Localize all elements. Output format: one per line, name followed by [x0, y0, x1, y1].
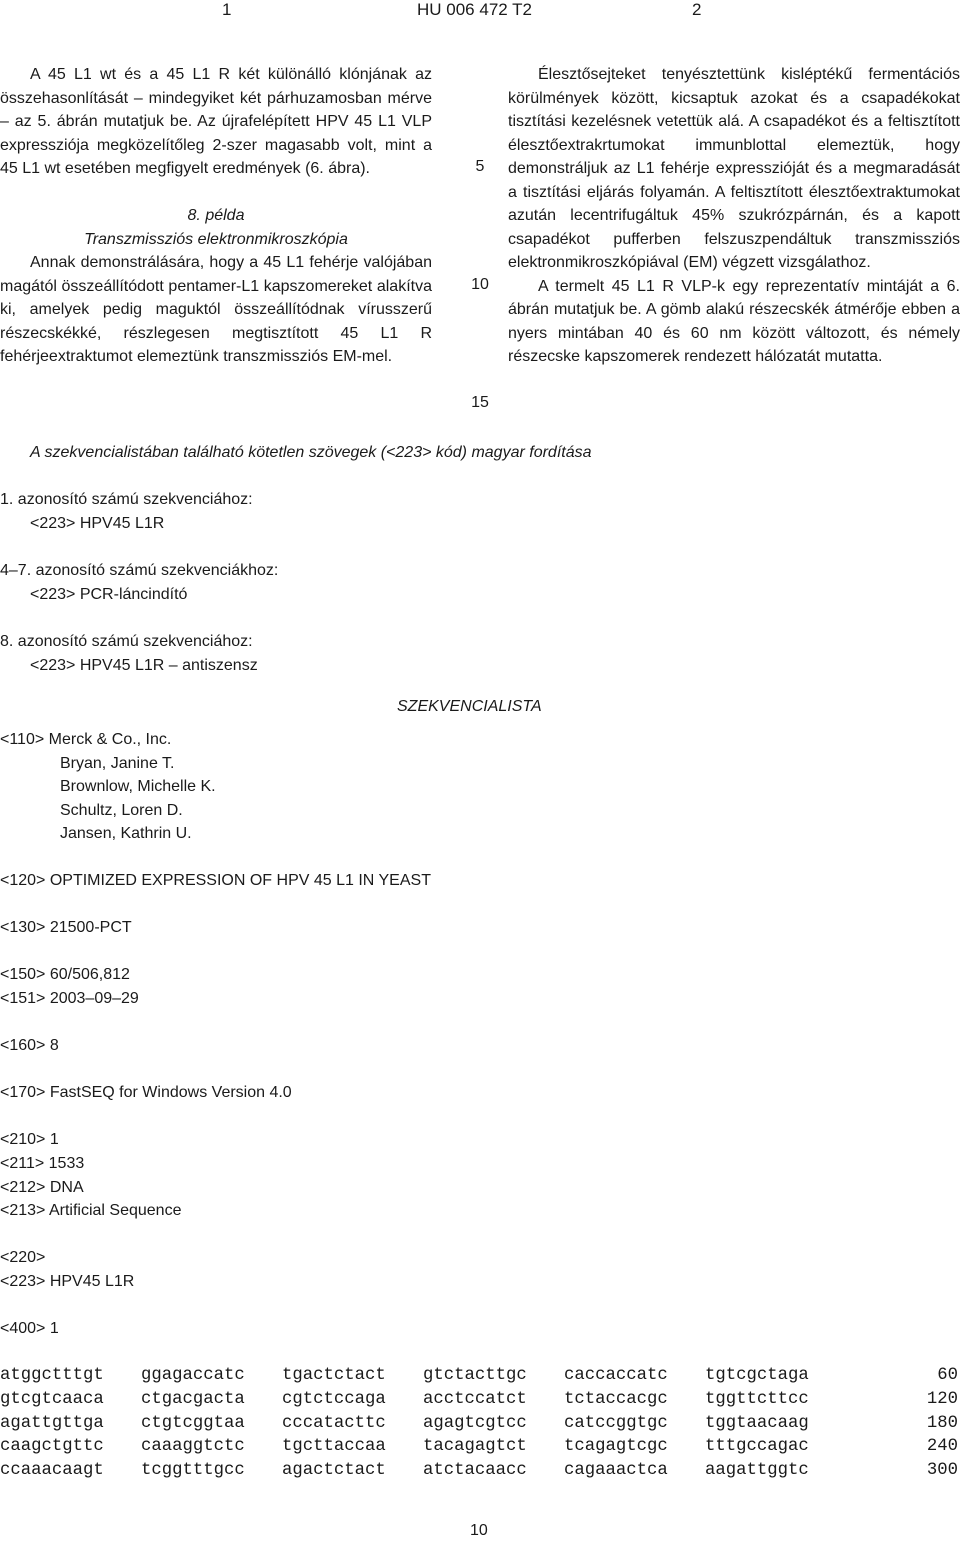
dna-chunk: cagaaactca: [564, 1461, 668, 1480]
seq-note-value-1: <223> HPV45 L1R: [30, 515, 165, 532]
dna-chunk: tcagagtcgc: [564, 1437, 668, 1456]
listing-inventor-3: Schultz, Loren D.: [60, 802, 183, 819]
listing-software: <170> FastSEQ for Windows Version 4.0: [0, 1084, 292, 1101]
listing-title: SZEKVENCIALISTA: [397, 698, 542, 715]
dna-chunk: gtctacttgc: [423, 1366, 527, 1385]
dna-chunk: tgtcgctaga: [705, 1366, 809, 1385]
dna-chunk: ccaaacaagt: [0, 1461, 104, 1480]
dna-chunk: aagattggtc: [705, 1461, 809, 1480]
dna-row: [0, 1412, 958, 1436]
dna-chunk: cccatacttc: [282, 1414, 386, 1433]
dna-chunk: caagctgttc: [0, 1437, 104, 1456]
dna-chunk: agattgttga: [0, 1414, 104, 1433]
page-number-right: 2: [692, 0, 702, 19]
footer-page-number: 10: [470, 1522, 488, 1539]
left-column: [0, 63, 432, 369]
dna-chunk: atggctttgt: [0, 1366, 104, 1385]
listing-prior-app: <150> 60/506,812: [0, 966, 130, 983]
dna-chunk: tttgccagac: [705, 1437, 809, 1456]
right-paragraph-1: Élesztősejteket tenyésztettünk kisléptékű fermentációs körülmények között, kicsaptuk azokat és a csapadékokat tisztítási kezelésnek vetettük alá. A csapadékot és a feltisztított élesztőextrakrtumokat immunblottal elemeztük, hogy demonstráljuk az L1 fehérje expresszióját és a megmaradását a tisztítási eljárás folyamán. A feltisztított élesztőextraktumokat azután lecentrifugáltuk 45% szukrózpárnán, és a kapott csapadékot pufferben felszuszpendáltuk transzmissziós elektronmikroszkópiával (EM) végzett vizsgálathoz.: [508, 66, 960, 271]
dna-chunk: caaaggtctc: [141, 1437, 245, 1456]
dna-row: [0, 1435, 958, 1459]
listing-organism: <213> Artificial Sequence: [0, 1202, 182, 1219]
dna-chunk: tggttcttcc: [705, 1390, 809, 1409]
right-paragraph-2: A termelt 45 L1 R VLP-k egy reprezentatív mintáját a 6. ábrán mutatjuk be. A gömb alakú részecskék átmérője ebben a nyers mintában 40 és 60 nm között változott, és némely részecske kapszomerek rendezett hálózatát mutatta.: [508, 277, 960, 365]
listing-inventor-4: Jansen, Kathrin U.: [60, 825, 192, 842]
listing-seq-id: <210> 1: [0, 1131, 59, 1148]
dna-chunk: agactctact: [282, 1461, 386, 1480]
dna-chunk: tacagagtct: [423, 1437, 527, 1456]
listing-num-seq: <160> 8: [0, 1037, 59, 1054]
dna-position: 240: [926, 1437, 958, 1456]
dna-chunk: caccaccatc: [564, 1366, 668, 1385]
translation-heading: A szekvencialistában található kötetlen szövegek (<223> kód) magyar fordítása: [30, 444, 592, 461]
dna-position: 300: [926, 1461, 958, 1480]
seq-note-value-3: <223> HPV45 L1R – antiszensz: [30, 657, 258, 674]
dna-row: [0, 1459, 958, 1483]
line-number-15: 15: [471, 394, 489, 411]
listing-inventor-2: Brownlow, Michelle K.: [60, 778, 216, 795]
dna-chunk: agagtcgtcc: [423, 1414, 527, 1433]
listing-length: <211> 1533: [0, 1155, 85, 1172]
dna-row: [0, 1388, 958, 1412]
example-title: 8. példa: [187, 207, 245, 224]
listing-title-line: <120> OPTIMIZED EXPRESSION OF HPV 45 L1 IN YEAST: [0, 872, 431, 889]
right-column: [508, 63, 960, 369]
left-paragraph-1: A 45 L1 wt és a 45 L1 R két különálló klónjának az összehasonlítását – mindegyiket két párhuzamosban mérve – az 5. ábrán mutatjuk be. Az újrafelépített HPV 45 L1 VLP expressziója megközelítőleg 2-szer magasabb volt, mint a 45 L1 wt esetében megfigyelt eredmények (6. ábra).: [0, 66, 432, 177]
dna-chunk: ctgtcggtaa: [141, 1414, 245, 1433]
listing-inventor-1: Bryan, Janine T.: [60, 755, 175, 772]
dna-chunk: acctccatct: [423, 1390, 527, 1409]
listing-ref: <130> 21500-PCT: [0, 919, 132, 936]
dna-chunk: tctaccacgc: [564, 1390, 668, 1409]
seq-note-label-1: 1. azonosító számú szekvenciához:: [0, 491, 253, 508]
listing-prior-date: <151> 2003–09–29: [0, 990, 139, 1007]
line-number-5: 5: [475, 158, 485, 175]
dna-chunk: tggtaacaag: [705, 1414, 809, 1433]
dna-row: [0, 1364, 958, 1388]
dna-chunk: atctacaacc: [423, 1461, 527, 1480]
listing-feature-note: <223> HPV45 L1R: [0, 1273, 135, 1290]
dna-chunk: cgtctccaga: [282, 1390, 386, 1409]
listing-type: <212> DNA: [0, 1179, 84, 1196]
dna-chunk: gtcgtcaaca: [0, 1390, 104, 1409]
dna-chunk: tcggtttgcc: [141, 1461, 245, 1480]
seq-note-label-3: 8. azonosító számú szekvenciához:: [0, 633, 253, 650]
seq-note-value-2: <223> PCR-láncindító: [30, 586, 188, 603]
page-number-left: 1: [222, 0, 232, 19]
line-number-10: 10: [471, 276, 489, 293]
dna-chunk: tgactctact: [282, 1366, 386, 1385]
dna-position: 180: [926, 1414, 958, 1433]
example-subtitle: Transzmissziós elektronmikroszkópia: [84, 230, 348, 248]
dna-chunk: catccggtgc: [564, 1414, 668, 1433]
dna-chunk: tgcttaccaa: [282, 1437, 386, 1456]
listing-applicant: <110> Merck & Co., Inc.: [0, 731, 172, 748]
dna-chunk: ctgacgacta: [141, 1390, 245, 1409]
document-title: HU 006 472 T2: [417, 0, 532, 19]
dna-chunk: ggagaccatc: [141, 1366, 245, 1385]
seq-note-label-2: 4–7. azonosító számú szekvenciákhoz:: [0, 562, 279, 579]
listing-seq-start: <400> 1: [0, 1320, 59, 1337]
dna-position: 120: [926, 1390, 958, 1409]
dna-position: 60: [937, 1366, 958, 1385]
listing-feature: <220>: [0, 1249, 46, 1266]
left-paragraph-2: Annak demonstrálására, hogy a 45 L1 fehérje valójában magától összeállítódott pentamer-L1 kapszomereket alakítva ki, amelyek pedig maguktól összeállítódnak vírusszerű részecskékké, részlegesen megtisztított 45 L1 R fehérjeextraktumot elemeztünk transzmissziós EM-mel.: [0, 254, 432, 365]
